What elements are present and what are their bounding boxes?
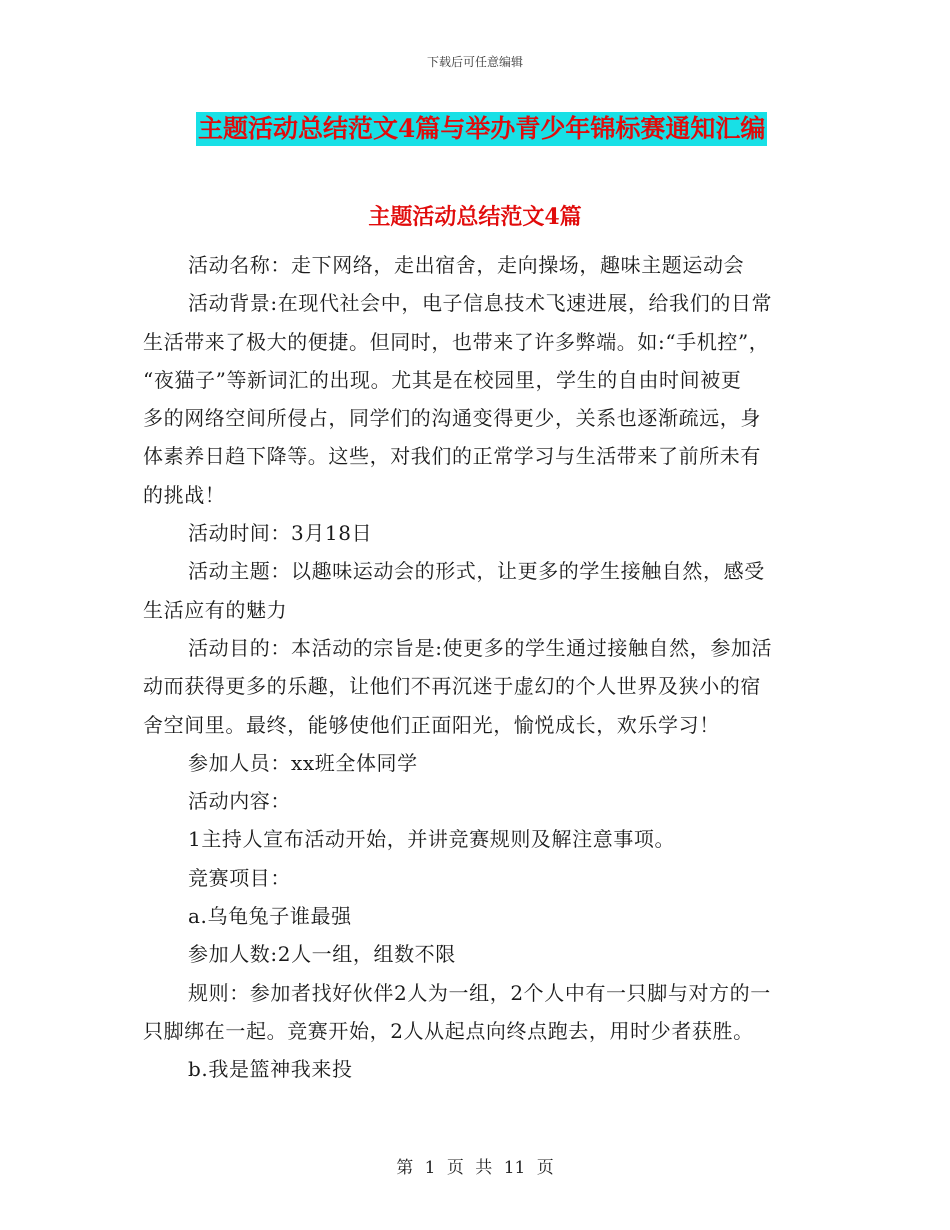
paragraph-line: 活动主题：以趣味运动会的形式，让更多的学生接触自然，感受 <box>188 559 765 584</box>
paragraph-line: 多的网络空间所侵占，同学们的沟通变得更少，关系也逐渐疏远，身 <box>143 406 761 431</box>
paragraph-line: 参加人数:2人一组，组数不限 <box>188 942 456 967</box>
document-title: 主题活动总结范文4篇与举办青少年锦标赛通知汇编 <box>196 112 767 146</box>
paragraph-line: 活动内容： <box>188 789 291 814</box>
paragraph-line: 只脚绑在一起。竞赛开始，2人从起点向终点跑去，用时少者获胜。 <box>143 1018 754 1043</box>
paragraph-line: 的挑战！ <box>143 482 226 507</box>
paragraph-line: b.我是篮神我来投 <box>188 1057 353 1082</box>
page-header-note: 下载后可任意编辑 <box>426 55 523 69</box>
paragraph-line: 参加人员：xx班全体同学 <box>188 750 418 775</box>
paragraph-line: 生活应有的魅力 <box>143 597 288 622</box>
paragraph-line: 活动名称：走下网络，走出宿舍，走向操场，趣味主题运动会 <box>188 253 745 277</box>
paragraph-line: 舍空间里。最终，能够使他们正面阳光，愉悦成长，欢乐学习！ <box>143 712 720 737</box>
paragraph-line: 1主持人宣布活动开始，并讲竞赛规则及解注意事项。 <box>188 827 676 852</box>
document-title-container <box>196 112 767 146</box>
section-title: 主题活动总结范文4篇 <box>368 204 582 230</box>
paragraph-line: 规则：参加者找好伙伴2人为一组，2个人中有一只脚与对方的一 <box>188 980 771 1005</box>
paragraph-line: 动而获得更多的乐趣，让他们不再沉迷于虚幻的个人世界及狭小的宿 <box>143 674 761 699</box>
paragraph-line: 生活带来了极大的便捷。但同时，也带来了许多弊端。如:“手机控”， <box>143 329 770 354</box>
paragraph-line: 活动背景:在现代社会中，电子信息技术飞速进展，给我们的日常 <box>188 291 773 316</box>
page-number-footer: 第 1 页 共 11 页 <box>396 1158 554 1178</box>
paragraph-line: “夜猫子”等新词汇的出现。尤其是在校园里，学生的自由时间被更 <box>143 367 742 392</box>
document-body <box>143 246 813 1089</box>
paragraph-line: 活动目的：本活动的宗旨是:使更多的学生通过接触自然，参加活 <box>188 635 773 660</box>
paragraph-line: a.乌龟兔子谁最强 <box>188 904 352 929</box>
paragraph-line: 活动时间：3月18日 <box>188 521 373 546</box>
paragraph-line: 竞赛项目： <box>188 865 291 890</box>
paragraph-line: 体素养日趋下降等。这些，对我们的正常学习与生活带来了前所未有 <box>143 444 761 469</box>
